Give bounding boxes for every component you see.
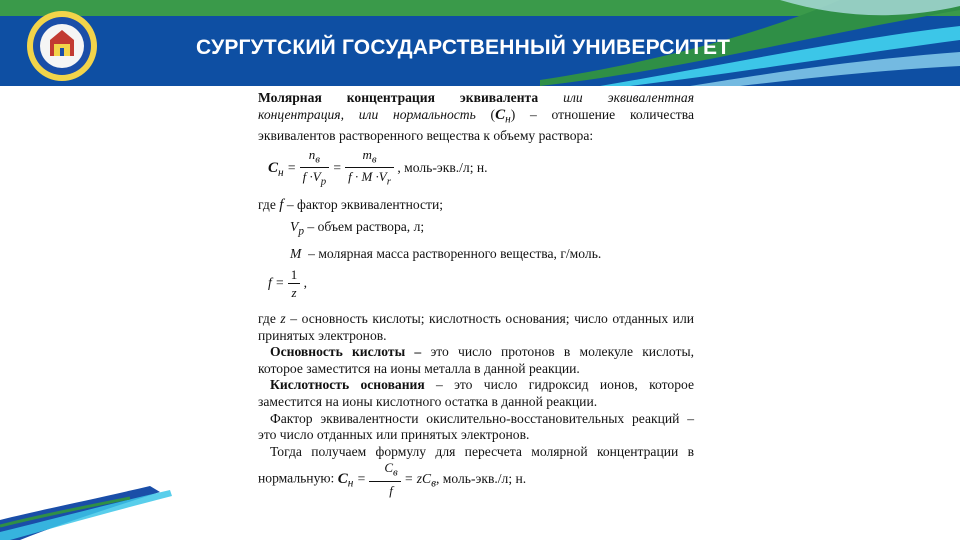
intro-symbol-sub: н <box>505 113 511 126</box>
header-bar <box>0 0 960 86</box>
formula1-frac2-den-sub: r <box>386 175 391 188</box>
conversion-formula: $C_н$ = $\frac{C_в}{f}$ = $zC_в$, моль-экв./л; н. <box>337 460 527 498</box>
formula1-frac2-num-sub: в <box>371 153 377 166</box>
base-acidity-paragraph <box>258 377 694 410</box>
where-v-text: – объем раствора, л; <box>307 219 425 235</box>
formula1-frac2-den: f · M ·V <box>348 169 387 185</box>
acid-text: это число протонов в молекуле кислоты, которое заместится на ионы металла в данной реакции. <box>258 344 694 376</box>
where-v-line <box>258 219 694 240</box>
formula1-frac1-den: f ·V <box>302 169 321 185</box>
formula3-num: C <box>384 460 394 476</box>
where-m-text: – молярная масса растворенного вещества, г/моль. <box>308 246 602 262</box>
z-text: – основность кислоты; кислотность основания; число отданных или принятых электронов. <box>258 311 695 343</box>
base-term: Кислотность основания <box>270 377 425 393</box>
formula1-fraction-1 <box>300 147 329 191</box>
document-page <box>258 90 694 540</box>
base-text: – это число гидроксид ионов, которое заместится на ионы кислотного остатка в данной реакции. <box>258 377 694 409</box>
formula3-fraction <box>369 460 400 499</box>
acid-term: Основность кислоты – <box>270 344 422 360</box>
formula1-fraction-2 <box>345 147 394 191</box>
university-crest-icon <box>26 10 98 82</box>
z-symbol: z <box>280 311 286 326</box>
where-m-symbol: M <box>290 246 302 262</box>
conversion-paragraph <box>258 444 694 499</box>
formula3-rhs-sub: в <box>431 477 436 490</box>
formula2-fraction <box>288 267 301 301</box>
where-f-text: – фактор эквивалентности; <box>286 196 444 212</box>
acid-basicity-paragraph <box>258 344 694 377</box>
formula1-frac2-num: m <box>362 146 372 162</box>
formula3-units: , моль-экв./л; н. <box>435 470 527 486</box>
formula3-rhs: = zC <box>404 470 432 486</box>
formula3-lhs: C <box>337 470 348 487</box>
formula1-units: , моль-экв./л; н. <box>397 159 488 175</box>
formula1-frac1-num-sub: в <box>315 153 320 166</box>
formula2-num: 1 <box>288 267 301 284</box>
redox-paragraph: Фактор эквивалентности окислительно-восстановительных реакций – это число отданных или принятых электронов. <box>258 410 694 443</box>
intro-symbol: C <box>495 106 506 123</box>
formula1-lhs-sub: н <box>278 166 284 179</box>
where-f-line <box>258 197 694 214</box>
formula3-den: f <box>389 482 393 498</box>
where-m-line <box>258 246 694 263</box>
footer-wave-decoration <box>0 480 200 540</box>
formula2-den: z <box>291 285 297 300</box>
conversion-text: Тогда получаем формулу для пересчета молярной концентрации в нормальную: <box>258 443 694 486</box>
where-v-symbol: V <box>290 219 299 235</box>
factor-formula <box>258 267 694 311</box>
formula3-num-sub: в <box>393 466 398 479</box>
formula2-lhs: f = <box>268 275 285 291</box>
intro-paragraph: Молярная концентрация эквивалента или эквивалентная концентрация, или нормальность $(C_н)$ – отношение количества эквивалентов растворенного вещества к объему раствора: <box>258 90 695 143</box>
intro-synonyms: или эквивалентная концентрация, или нормальность <box>258 90 695 122</box>
where-v-sub: р <box>298 225 304 238</box>
where-f-symbol: f <box>279 196 284 213</box>
formula2-tail: , <box>303 275 308 291</box>
z-where-label: где <box>258 311 276 326</box>
formula1-lhs: C <box>268 159 279 176</box>
intro-definition: – отношение количества эквивалентов растворенного вещества к объему раствора: <box>258 106 694 143</box>
intro-term: Молярная концентрация эквивалента <box>258 90 539 105</box>
z-definition <box>258 311 694 344</box>
header-title: СУРГУТСКИЙ ГОСУДАРСТВЕННЫЙ УНИВЕРСИТЕТ <box>196 36 731 59</box>
where-label: где <box>258 196 276 212</box>
formula1-frac1-den-sub: р <box>320 175 327 188</box>
formula1-frac1-num: n <box>308 146 316 162</box>
normality-formula: $C_н$ = $\frac{n_в}{f \cdot V_р}$ = $\frac{m_в}{f \cdot M \cdot V_r}$ , моль-экв./л; н. <box>258 147 694 197</box>
formula3-lhs-sub: н <box>347 477 354 490</box>
